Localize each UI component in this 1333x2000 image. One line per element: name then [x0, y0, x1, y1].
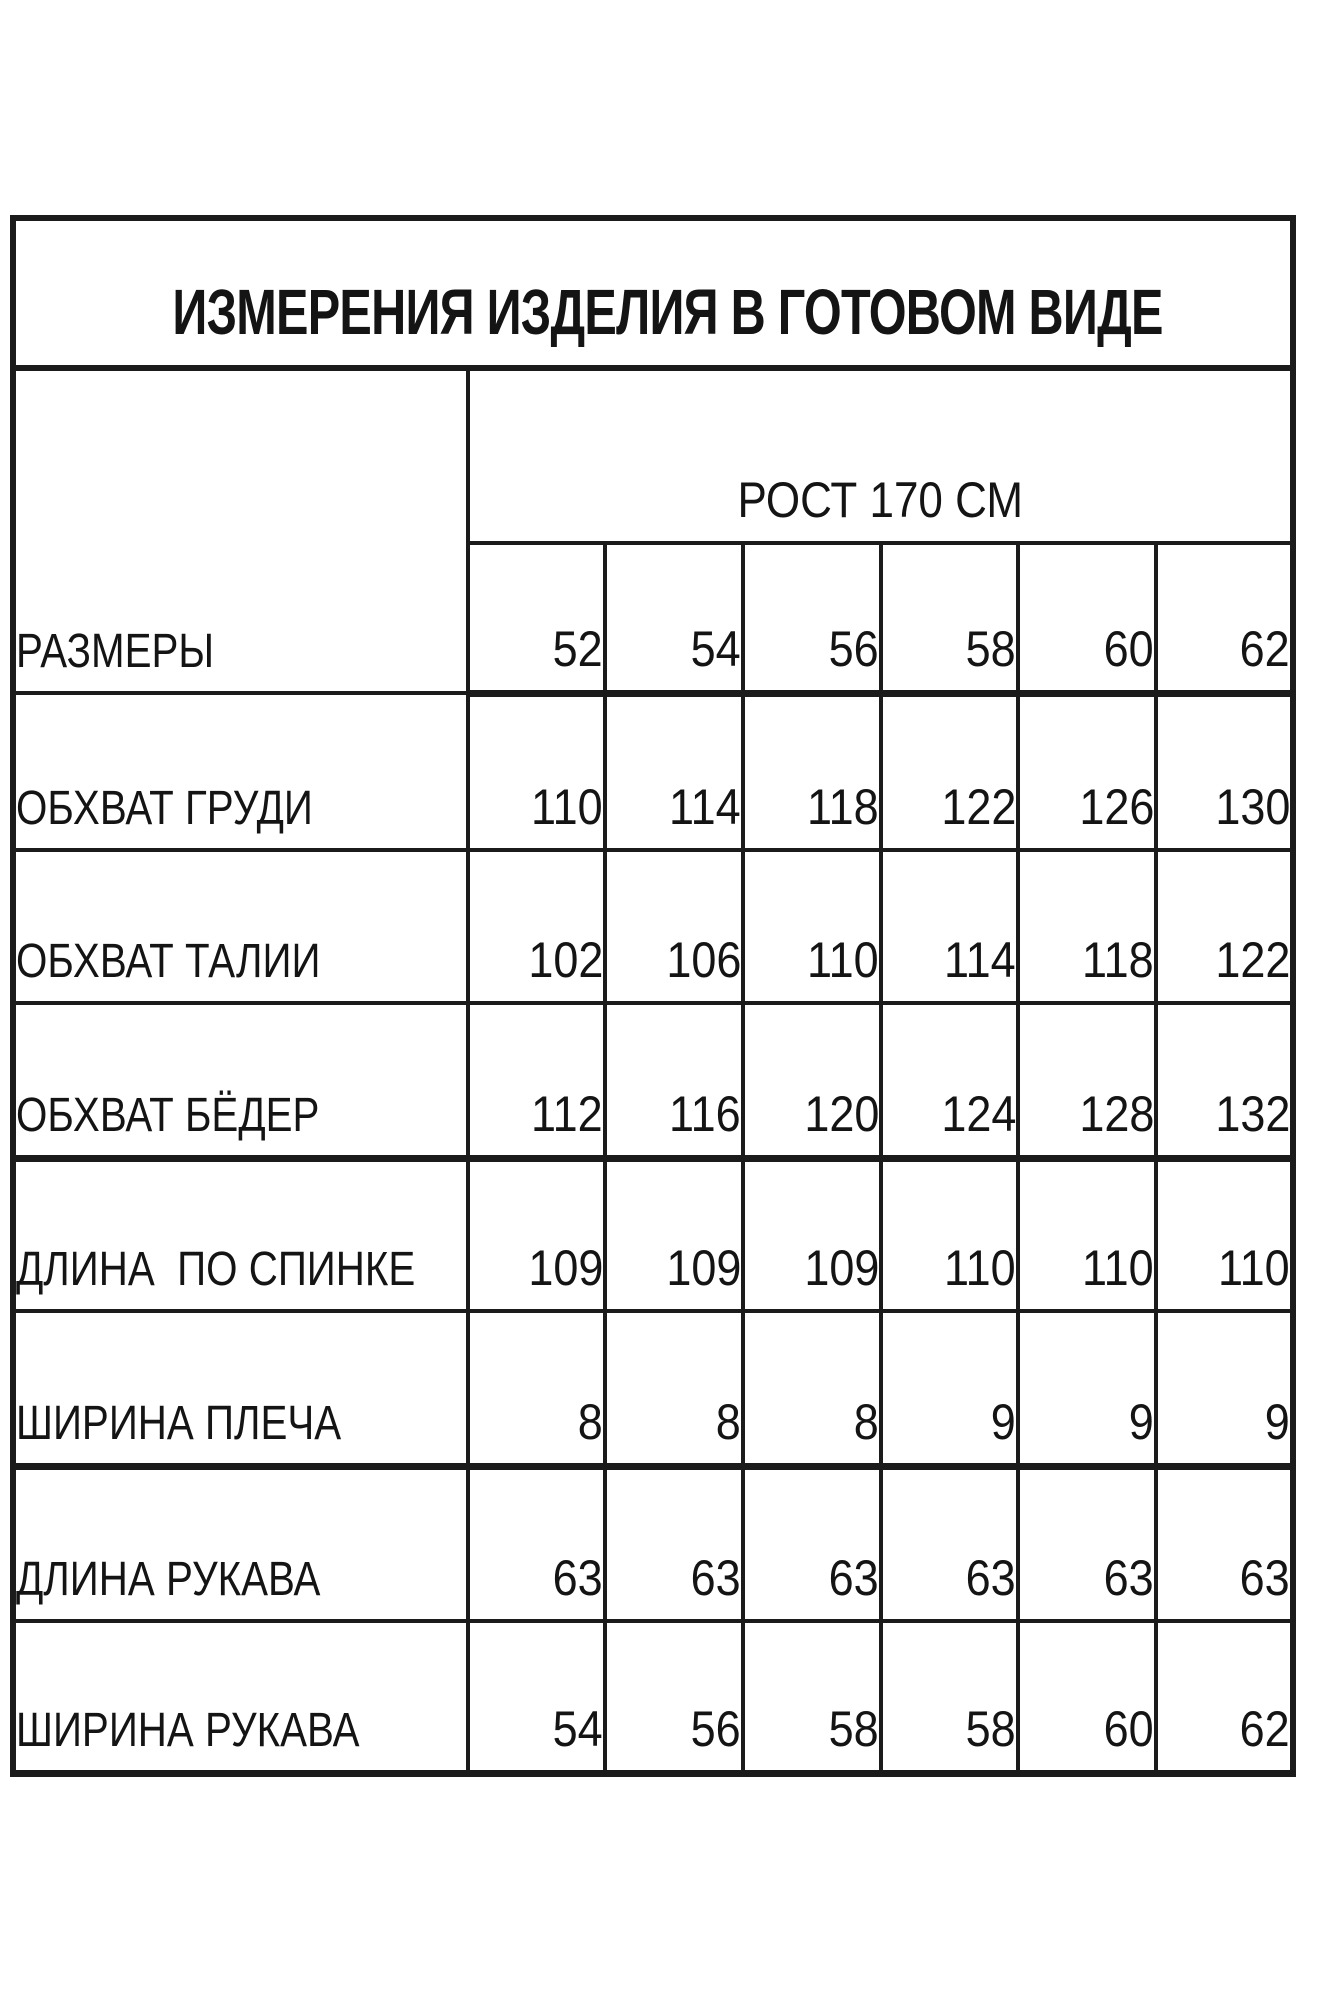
value-cell [1156, 1158, 1293, 1311]
measurement-row [13, 1158, 1293, 1311]
measurement-value: 102 [527, 932, 603, 988]
value-cell [605, 693, 743, 850]
value-cell [468, 1466, 605, 1621]
size-value: 58 [965, 620, 1016, 677]
value-cell [1156, 1311, 1293, 1466]
value-cell [1018, 1466, 1156, 1621]
measurement-value: 58 [828, 1700, 879, 1757]
value-cell [1156, 1621, 1293, 1773]
value-cell [743, 1158, 881, 1311]
height-header: РОСТ 170 СМ [737, 472, 1023, 528]
value-cell [1018, 1003, 1156, 1158]
measurement-value: 110 [531, 779, 603, 835]
measurement-value: 112 [531, 1085, 603, 1142]
measurement-value: 63 [552, 1550, 603, 1606]
measurement-value: 109 [527, 1240, 603, 1296]
size-value: 62 [1239, 620, 1291, 677]
measurement-value: 132 [1214, 1085, 1291, 1142]
value-cell [1018, 1158, 1156, 1311]
row-label-cell [13, 693, 468, 850]
measurement-value: 63 [965, 1550, 1016, 1606]
row-label: ОБХВАТ ТАЛИИ [16, 935, 321, 988]
measurement-value: 9 [1128, 1393, 1154, 1450]
sizes-row-label: РАЗМЕРЫ [16, 625, 215, 678]
value-cell [743, 1621, 881, 1773]
value-cell [1156, 1003, 1293, 1158]
value-cell [605, 1003, 743, 1158]
measurement-value: 63 [690, 1550, 741, 1606]
measurement-value: 110 [1218, 1240, 1291, 1296]
measurement-value: 9 [1265, 1393, 1291, 1450]
measurement-value: 109 [803, 1240, 879, 1296]
value-cell [881, 1621, 1018, 1773]
row-label: ШИРИНА РУКАВА [16, 1703, 360, 1757]
value-cell [1156, 850, 1293, 1003]
measurement-value: 126 [1078, 779, 1154, 835]
measurement-value: 118 [1082, 932, 1154, 988]
value-cell [1156, 693, 1293, 850]
value-cell [881, 693, 1018, 850]
size-cell [1018, 543, 1156, 693]
value-cell [881, 850, 1018, 1003]
measurement-value: 114 [669, 779, 741, 835]
value-cell [605, 1158, 743, 1311]
size-cell [1156, 543, 1293, 693]
measurement-value: 114 [944, 932, 1016, 988]
measurement-value: 63 [1239, 1550, 1291, 1606]
measurement-row [13, 1466, 1293, 1621]
value-cell [743, 1311, 881, 1466]
value-cell [468, 693, 605, 850]
value-cell [881, 1311, 1018, 1466]
measurement-value: 109 [665, 1240, 741, 1296]
measurement-value: 106 [665, 932, 741, 988]
value-cell [1018, 1621, 1156, 1773]
measurement-value: 54 [552, 1700, 603, 1757]
measurement-value: 116 [669, 1085, 741, 1142]
measurement-value: 128 [1078, 1085, 1154, 1142]
size-value: 56 [828, 620, 879, 677]
measurement-value: 124 [940, 1085, 1016, 1142]
row-label: ШИРИНА ПЛЕЧА [16, 1396, 342, 1450]
height-header-row [13, 368, 1293, 543]
row-label: ОБХВАТ БЁДЕР [16, 1088, 320, 1142]
measurement-value: 120 [803, 1085, 879, 1142]
row-label: ОБХВАТ ГРУДИ [16, 782, 313, 835]
size-cell [468, 543, 605, 693]
row-label-cell [13, 1621, 468, 1773]
measurement-row [13, 1621, 1293, 1773]
value-cell [468, 1158, 605, 1311]
measurement-row [13, 1003, 1293, 1158]
measurement-value: 9 [990, 1393, 1016, 1450]
measurement-value: 122 [940, 779, 1016, 835]
row-label-cell [13, 1003, 468, 1158]
measurement-value: 122 [1214, 932, 1291, 988]
value-cell [468, 850, 605, 1003]
measurement-row [13, 850, 1293, 1003]
row-label: ДЛИНА ПО СПИНКЕ [16, 1243, 416, 1296]
value-cell [881, 1003, 1018, 1158]
measurement-value: 110 [1082, 1240, 1154, 1296]
measurement-value: 63 [828, 1550, 879, 1606]
value-cell [1018, 1311, 1156, 1466]
value-cell [605, 850, 743, 1003]
row-label-cell [13, 1158, 468, 1311]
measurement-value: 130 [1214, 779, 1291, 835]
measurement-row [13, 693, 1293, 850]
value-cell [1156, 1466, 1293, 1621]
size-value: 52 [552, 620, 603, 677]
row-label-cell [13, 850, 468, 1003]
size-value: 54 [690, 620, 741, 677]
measurement-value: 8 [853, 1393, 879, 1450]
table-title-cell [13, 218, 1293, 368]
value-cell [1018, 693, 1156, 850]
value-cell [743, 850, 881, 1003]
value-cell [743, 1003, 881, 1158]
row-label-cell [13, 1466, 468, 1621]
value-cell [468, 1621, 605, 1773]
measurement-value: 110 [807, 932, 879, 988]
size-cell [743, 543, 881, 693]
value-cell [743, 693, 881, 850]
sizes-row-label-cell [13, 368, 468, 693]
measurement-value: 8 [577, 1393, 603, 1450]
size-cell [881, 543, 1018, 693]
measurement-value: 62 [1239, 1700, 1291, 1757]
measurement-value: 8 [715, 1393, 741, 1450]
size-value: 60 [1103, 620, 1154, 677]
value-cell [468, 1311, 605, 1466]
height-header-cell [468, 368, 1293, 543]
measurement-value: 118 [807, 779, 879, 835]
value-cell [881, 1158, 1018, 1311]
measurement-row [13, 1311, 1293, 1466]
value-cell [1018, 850, 1156, 1003]
row-label-cell [13, 1311, 468, 1466]
value-cell [605, 1311, 743, 1466]
measurement-value: 60 [1103, 1700, 1154, 1757]
measurement-value: 56 [690, 1700, 741, 1757]
value-cell [605, 1466, 743, 1621]
garment-measurements-table [10, 215, 1296, 1777]
value-cell [743, 1466, 881, 1621]
value-cell [881, 1466, 1018, 1621]
size-cell [605, 543, 743, 693]
title-row [13, 218, 1293, 368]
measurement-value: 63 [1103, 1550, 1154, 1606]
value-cell [468, 1003, 605, 1158]
measurement-value: 110 [944, 1240, 1016, 1296]
table-title: ИЗМЕРЕНИЯ ИЗДЕЛИЯ В ГОТОВОМ ВИДЕ [172, 276, 1163, 348]
measurement-value: 58 [965, 1700, 1016, 1757]
value-cell [605, 1621, 743, 1773]
row-label: ДЛИНА РУКАВА [16, 1553, 321, 1606]
